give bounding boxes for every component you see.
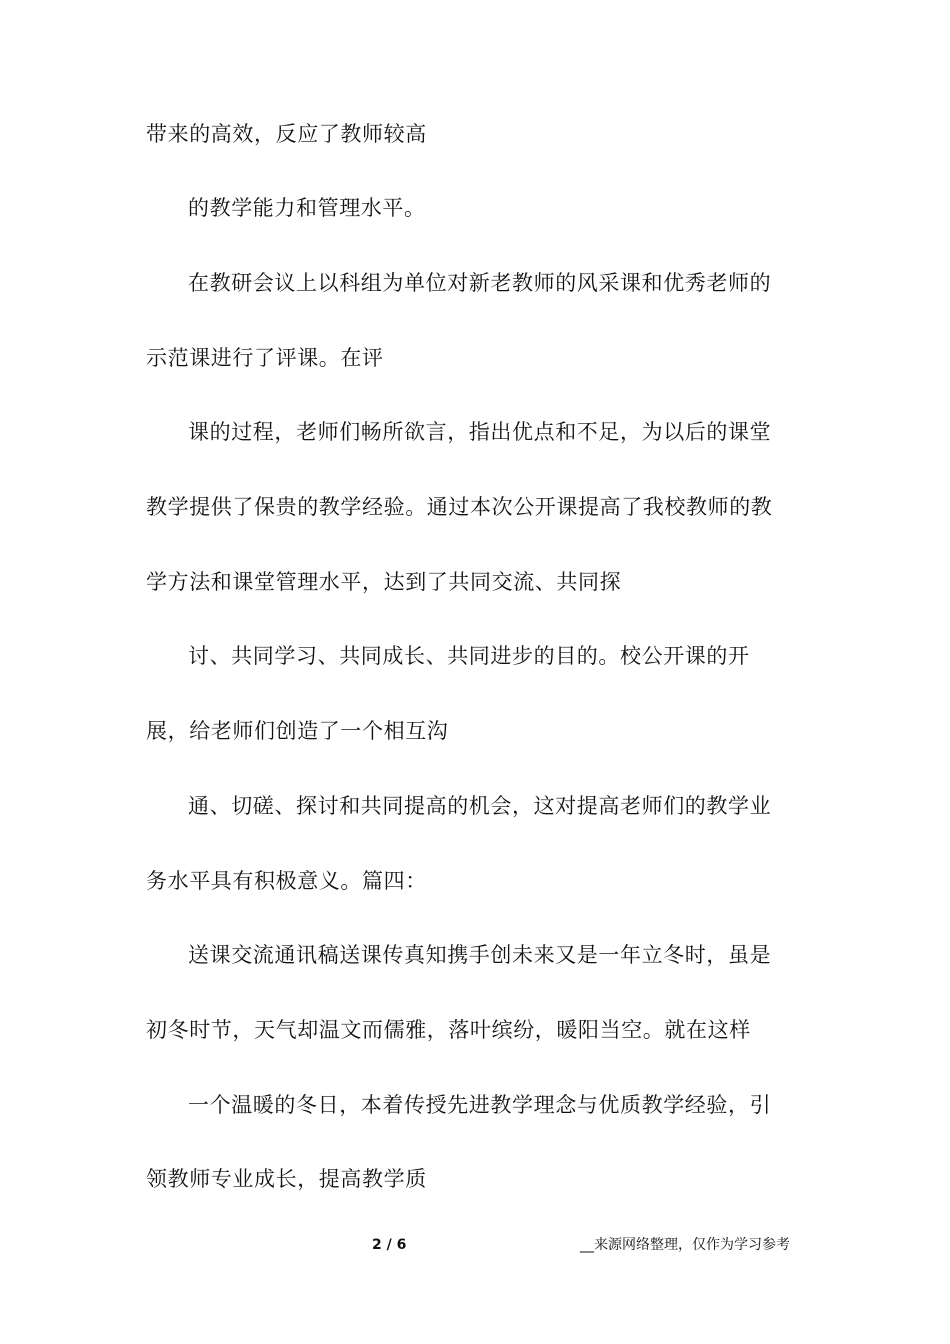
text-line: 初冬时节，天气却温文而儒雅，落叶缤纷，暖阳当空。就在这样 xyxy=(146,1018,751,1042)
text-line: 课的过程，老师们畅所欲言，指出优点和不足，为以后的课堂 xyxy=(188,420,772,444)
text-line: 展，给老师们创造了一个相互沟 xyxy=(146,719,449,743)
text-line: 在教研会议上以科组为单位对新老教师的风采课和优秀老师的 xyxy=(188,271,772,295)
text-line: 领教师专业成长，提高教学质 xyxy=(146,1167,427,1191)
text-line: 示范课进行了评课。在评 xyxy=(146,346,384,370)
text-line: 一个温暖的冬日，本着传授先进教学理念与优质教学经验，引 xyxy=(188,1093,772,1117)
text-line: 教学提供了保贵的教学经验。通过本次公开课提高了我校教师的教 xyxy=(146,495,773,519)
text-line: 送课交流通讯稿送课传真知携手创未来又是一年立冬时，虽是 xyxy=(188,943,772,967)
text-line: 务水平具有积极意义。篇四： xyxy=(146,869,427,893)
text-line: 通、切磋、探讨和共同提高的机会，这对提高老师们的教学业 xyxy=(188,794,772,818)
text-line: 讨、共同学习、共同成长、共同进步的目的。校公开课的开 xyxy=(188,644,750,668)
text-line: 学方法和课堂管理水平，达到了共同交流、共同探 xyxy=(146,570,622,594)
text-line: 的教学能力和管理水平。 xyxy=(188,196,426,220)
source-note: __来源网络整理，仅作为学习参考 xyxy=(580,1237,790,1253)
page-indicator: 2 / 6 xyxy=(372,1237,407,1253)
text-line: 带来的高效，反应了教师较高 xyxy=(146,122,427,146)
